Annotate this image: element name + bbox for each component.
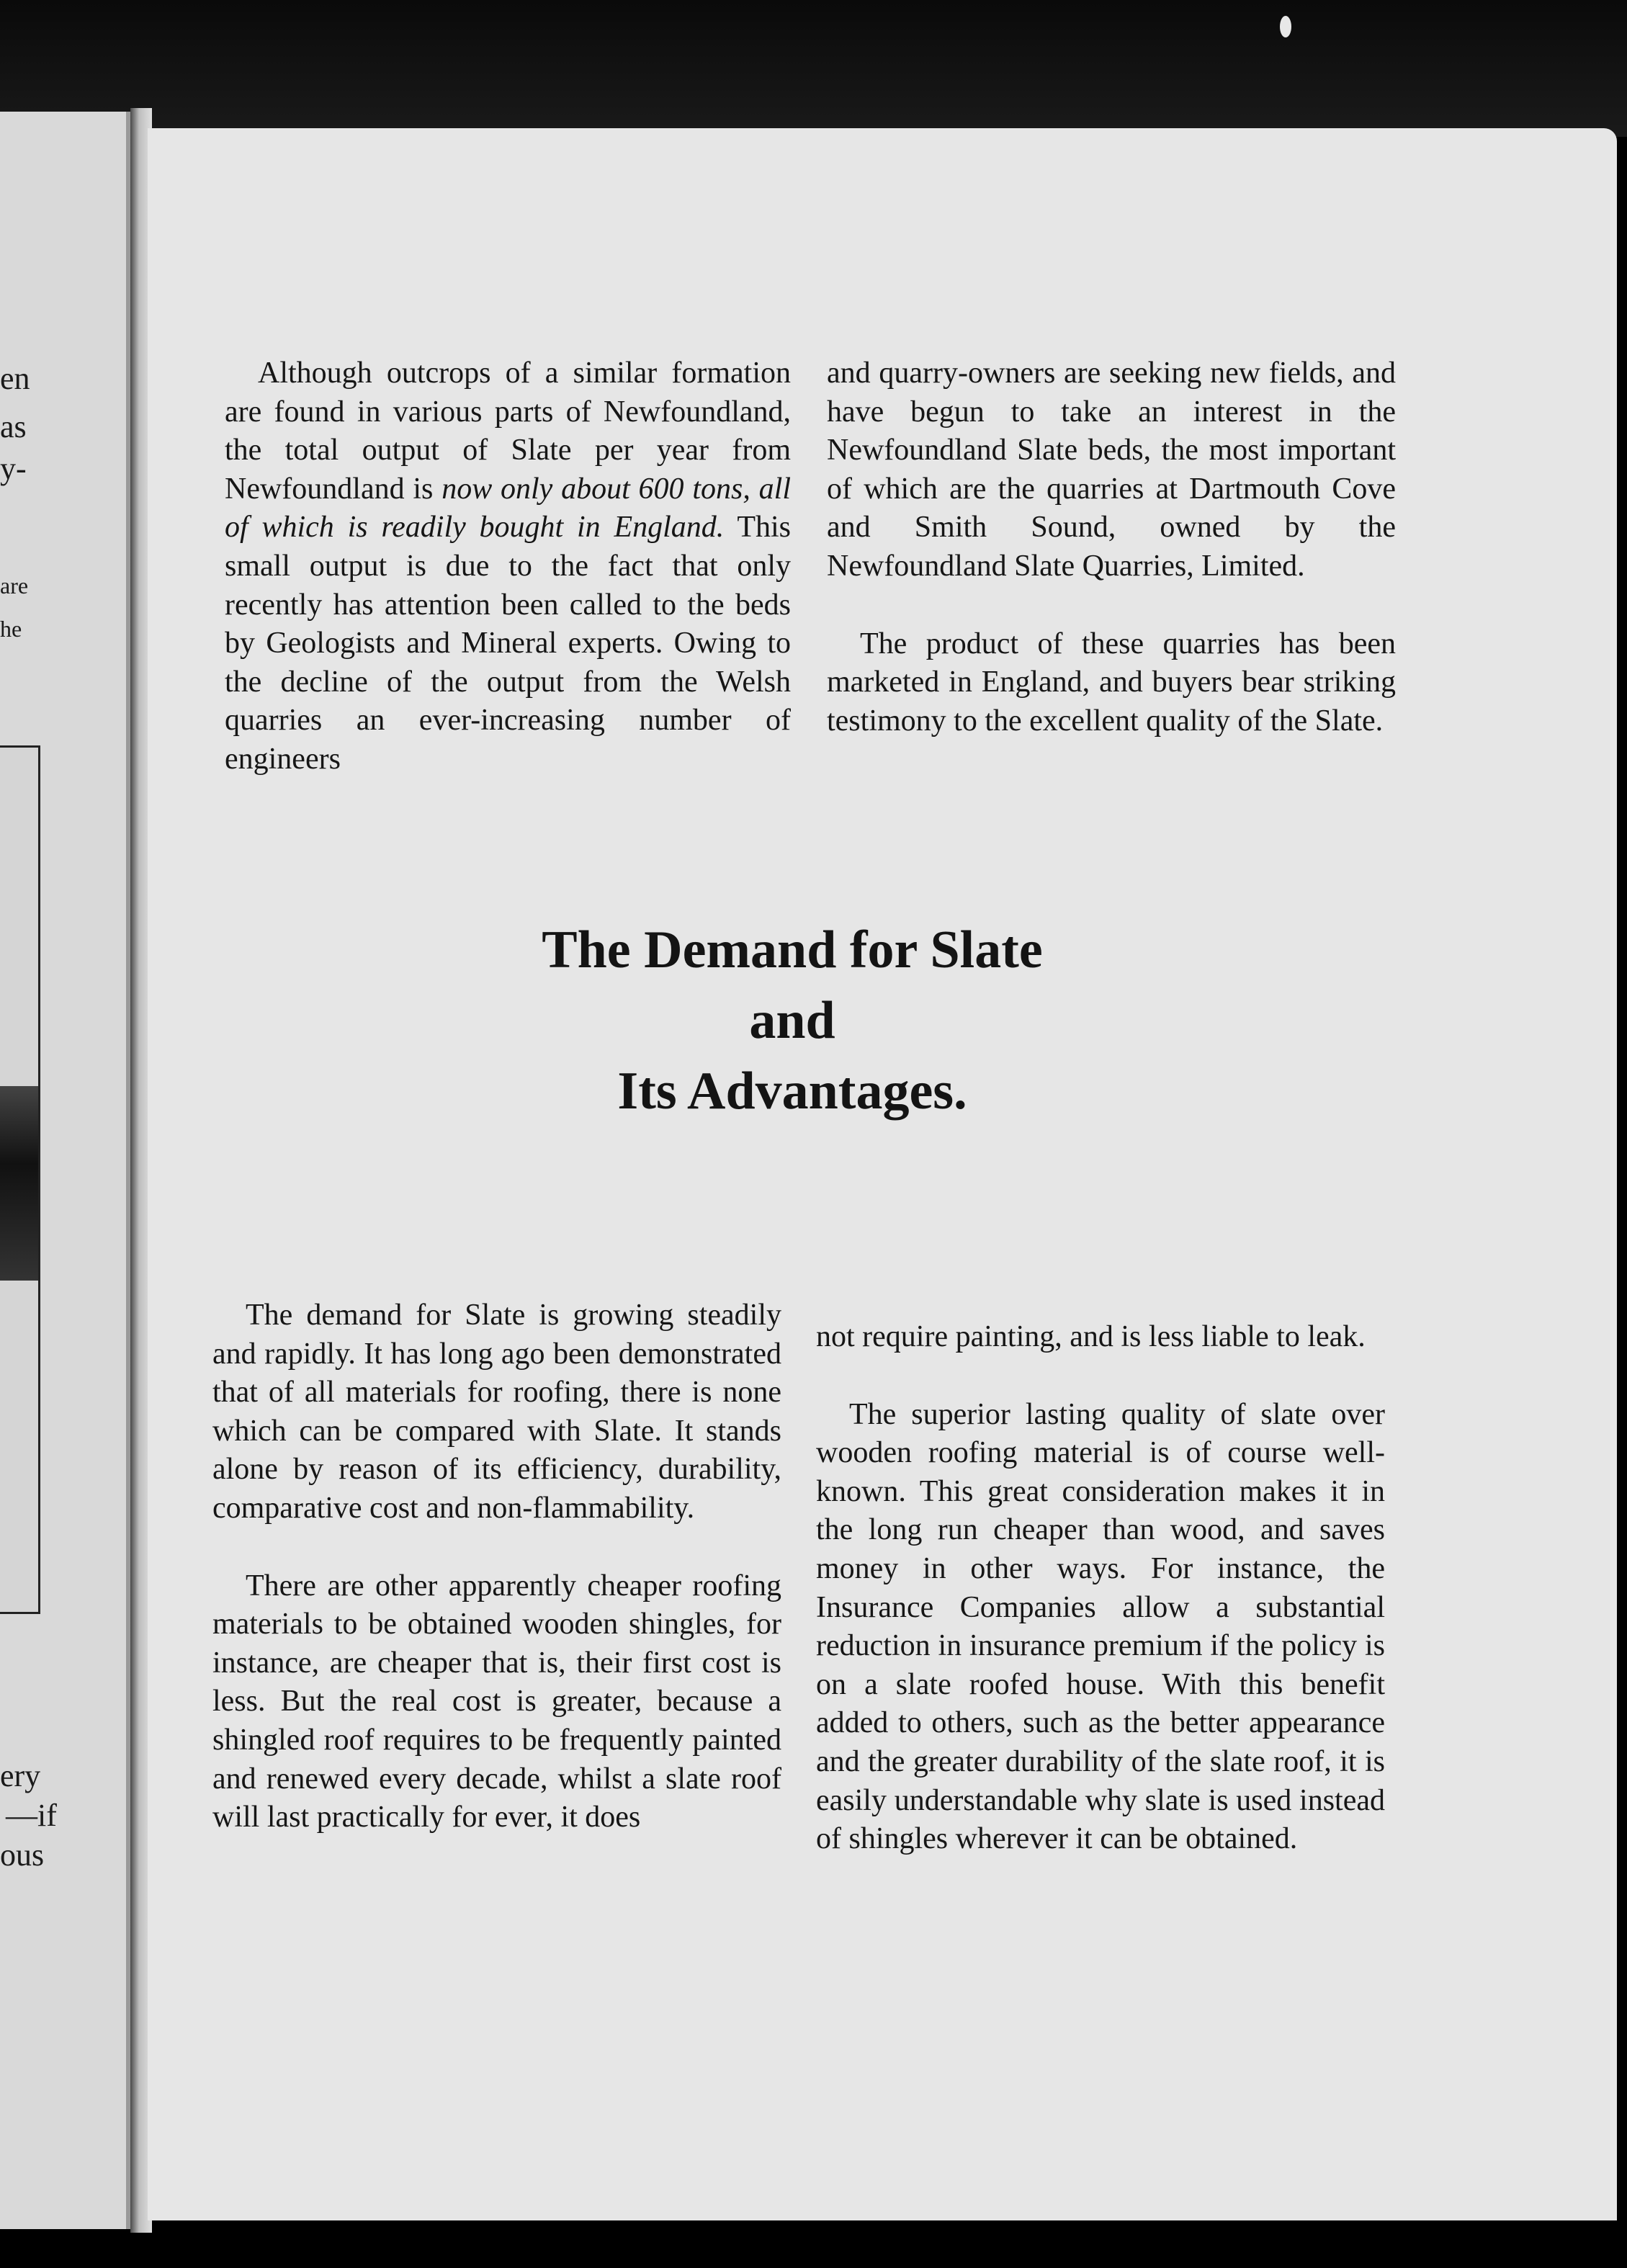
bottom-left-column	[212, 1296, 781, 1876]
previous-page-edge	[0, 112, 130, 2229]
paragraph: and quarry-owners are seeking new fields, and have begun to take an interest in the Newfoundland Slate beds, the most important of which are the quarries at Dartmouth Cove and Smith Sound, owned by the Newfoundland Slate Quarries, Limited.	[827, 357, 1396, 583]
left-fragment: he	[0, 616, 22, 642]
paragraph: not require painting, and is less liable to leak.	[816, 1320, 1366, 1353]
paragraph: Although outcrops of a similar formation are found in various parts of Newfoundland, the total output of Slate per year from Newfoundland is now only about 600 tons, all of which is readily bought in England. This small output is due to the fact that only recently has attention been called to the beds by Geologists and Mineral experts. Owing to the decline of the output from the Welsh quarries an ever-increasing number of engineers	[225, 357, 791, 776]
italic-emphasis: now only about 600 tons, all of which is readily bought in England.	[225, 472, 791, 544]
left-page-photo	[0, 745, 40, 1614]
bottom-right-column	[816, 1318, 1385, 1898]
heading-line: and	[749, 991, 835, 1050]
scan-border-top	[0, 0, 1627, 137]
left-fragment: are	[0, 573, 29, 599]
paragraph: The product of these quarries has been marketed in England, and buyers bear striking testimony to the excellent quality of the Slate.	[827, 627, 1396, 738]
left-fragment: as	[0, 409, 27, 444]
top-right-column	[827, 354, 1396, 779]
left-fragment: ous	[0, 1837, 45, 1873]
left-fragment: y-	[0, 451, 27, 486]
paragraph: The demand for Slate is growing steadily and rapidly. It has long ago been demonstrated that of all materials for roofing, there is none which can be compared with Slate. It stands alone by reason of its efficiency, durability, comparative cost and non-flammability.	[212, 1299, 781, 1525]
heading-line: Its Advantages.	[617, 1062, 967, 1121]
top-left-column	[225, 354, 791, 818]
paragraph: There are other apparently cheaper roofing materials to be obtained wooden shingles, for instance, are cheaper that is, their first cost is less. But the real cost is greater, because a shingled roof requires to be frequently painted and renewed every decade, whilst a slate roof will last practically for ever, it does	[212, 1569, 781, 1834]
left-fragment: en	[0, 361, 30, 396]
section-heading	[432, 915, 1152, 1126]
heading-line: The Demand for Slate	[542, 920, 1043, 980]
scan-mark	[1280, 16, 1291, 37]
left-fragment: ery	[0, 1758, 41, 1793]
left-fragment: —if	[6, 1798, 57, 1833]
paragraph: The superior lasting quality of slate over wooden roofing material is of course well-known. This great consideration makes it in the long run cheaper than wood, and saves money in other ways. For instance, the Insurance Companies allow a substantial reduction in insurance premium if the policy is on a slate roofed house. With this benefit added to others, such as the better appearance and the greater durability of the slate roof, it is easily understandable why slate is used instead of shingles wherever it can be obtained.	[816, 1397, 1385, 1856]
